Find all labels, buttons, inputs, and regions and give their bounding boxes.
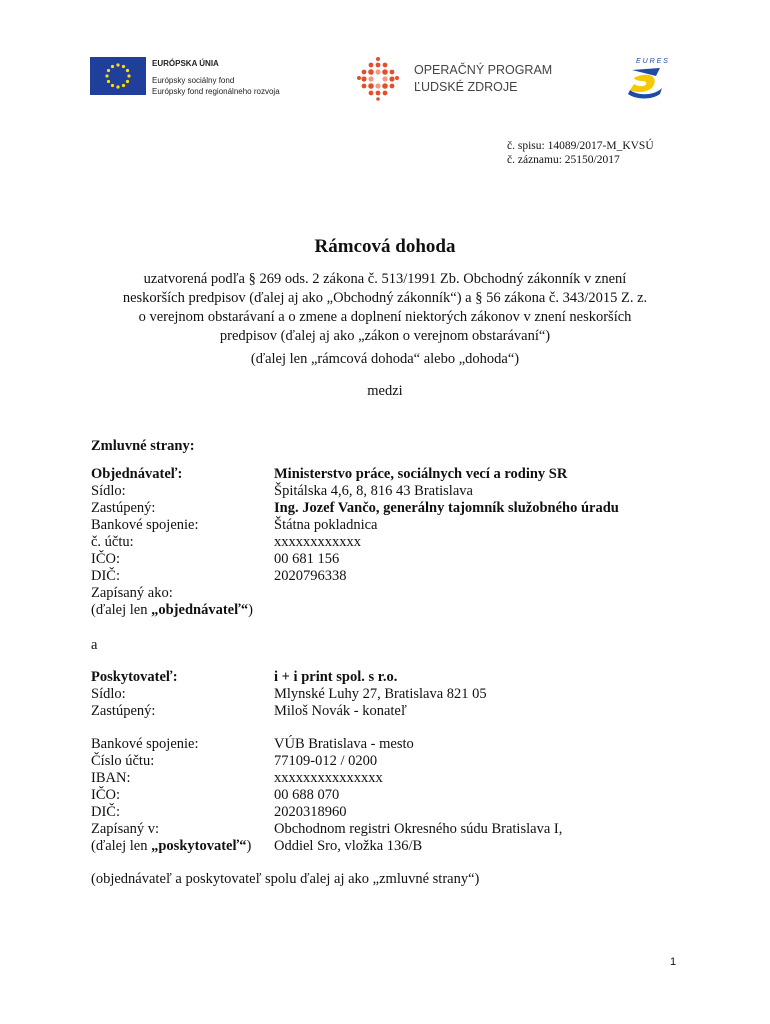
client-alias-prefix: (ďalej len [91,602,152,618]
provider-alias-suffix: ) [246,838,252,854]
client-detail-label: Bankové spojenie: [91,517,199,533]
provider-detail-value: VÚB Bratislava - mesto [274,736,414,752]
intro-line: neskorších predpisov (ďalej aj ako „Obchodný zákonník“) a § 56 zákona č. 343/2015 Z. z. [122,290,648,306]
client-detail-label: DIČ: [91,568,120,584]
client-detail-value: Štátna pokladnica [274,517,378,533]
provider-detail-value: Miloš Novák - konateľ [274,703,407,719]
provider-detail-value: xxxxxxxxxxxxxxx [274,770,383,786]
op-logo-line1: OPERAČNÝ PROGRAM [414,63,553,77]
intro-paragraph [100,270,670,346]
client-registered-label: Zapísaný ako: [91,585,173,601]
eu-stars-icon [90,57,146,95]
provider-detail-label: Sídlo: [91,686,126,702]
client-alias-suffix: ) [248,602,253,618]
closing-note: (objednávateľ a poskytovateľ spolu ďalej aj ako „zmluvné strany“) [91,871,480,887]
between-word: medzi [367,383,403,399]
provider-detail-value: Obchodnom registri Okresného súdu Bratislava I, [274,821,563,837]
eu-logo-line1: Európsky sociálny fond [152,76,235,85]
eu-logo-title: EURÓPSKA ÚNIA [152,59,219,68]
provider-register-section: Oddiel Sro, vložka 136/B [274,838,423,854]
provider-detail-label: IBAN: [91,770,131,786]
client-detail-value: 00 681 156 [274,551,340,567]
provider-detail-value: Mlynské Luhy 27, Bratislava 821 05 [274,686,487,702]
provider-detail-label: IČO: [91,787,120,803]
record-number: č. záznamu: 25150/2017 [507,153,620,166]
provider-detail-value: 2020318960 [274,804,347,820]
client-detail-value: Špitálska 4,6, 8, 816 43 Bratislava [274,483,473,499]
eures-logo [624,54,672,100]
agreement-alias-note: (ďalej len „rámcová dohoda“ alebo „dohoda“) [250,351,520,367]
intro-line: o verejnom obstarávaní a o zmene a doplnení niektorých zákonov v znení neskorších [138,309,632,325]
provider-detail-label: Zapísaný v: [91,821,160,837]
client-detail-value: 2020796338 [274,568,347,584]
client-alias-term: „objednávateľ“ [151,602,249,618]
provider-role-label: Poskytovateľ: [91,669,178,685]
provider-alias-prefix: (ďalej len [91,838,152,854]
reference-block [507,140,654,167]
client-detail-label: Sídlo: [91,483,126,499]
parties-heading: Zmluvné strany: [91,438,195,454]
page-number: 1 [670,956,677,968]
eu-logo-text [152,58,280,97]
client-alias [91,602,253,619]
client-detail-value: Ing. Jozef Vančo, generálny tajomník služobného úradu [274,500,619,516]
conjunction: a [91,637,98,653]
provider-detail-value: 00 688 070 [274,787,340,803]
eu-logo-line2: Európsky fond regionálneho rozvoja [152,87,280,96]
client-detail-label: Zastúpený: [91,500,156,516]
op-logo-text [414,62,552,96]
eures-logo-text: E U R E S [636,58,668,65]
provider-detail-label: Číslo účtu: [91,753,155,769]
eures-icon [624,54,672,100]
op-dots-icon [355,55,401,101]
provider-alias [91,838,251,855]
provider-detail-value: 77109-012 / 0200 [274,753,378,769]
op-dots-logo [355,55,401,101]
client-detail-value: xxxxxxxxxxxx [274,534,361,550]
provider-name: i + i print spol. s r.o. [274,669,398,685]
client-detail-label: č. účtu: [91,534,134,550]
document-title: Rámcová dohoda [314,236,456,257]
client-name: Ministerstvo práce, sociálnych vecí a rodiny SR [274,466,568,482]
client-detail-label: IČO: [91,551,120,567]
op-logo-line2: ĽUDSKÉ ZDROJE [414,80,518,94]
provider-detail-label: Zastúpený: [91,703,156,719]
eu-flag-logo [90,57,146,95]
client-role-label: Objednávateľ: [91,466,183,482]
provider-detail-label: DIČ: [91,804,120,820]
file-number: č. spisu: 14089/2017-M_KVSÚ [507,140,654,152]
provider-alias-term: „poskytovateľ“ [151,838,247,854]
intro-line: uzatvorená podľa § 269 ods. 2 zákona č. 513/1991 Zb. Obchodný zákonník v znení [143,271,627,287]
provider-detail-label: Bankové spojenie: [91,736,199,752]
intro-line: predpisov (ďalej aj ako „zákon o verejnom obstarávaní“) [219,328,551,344]
